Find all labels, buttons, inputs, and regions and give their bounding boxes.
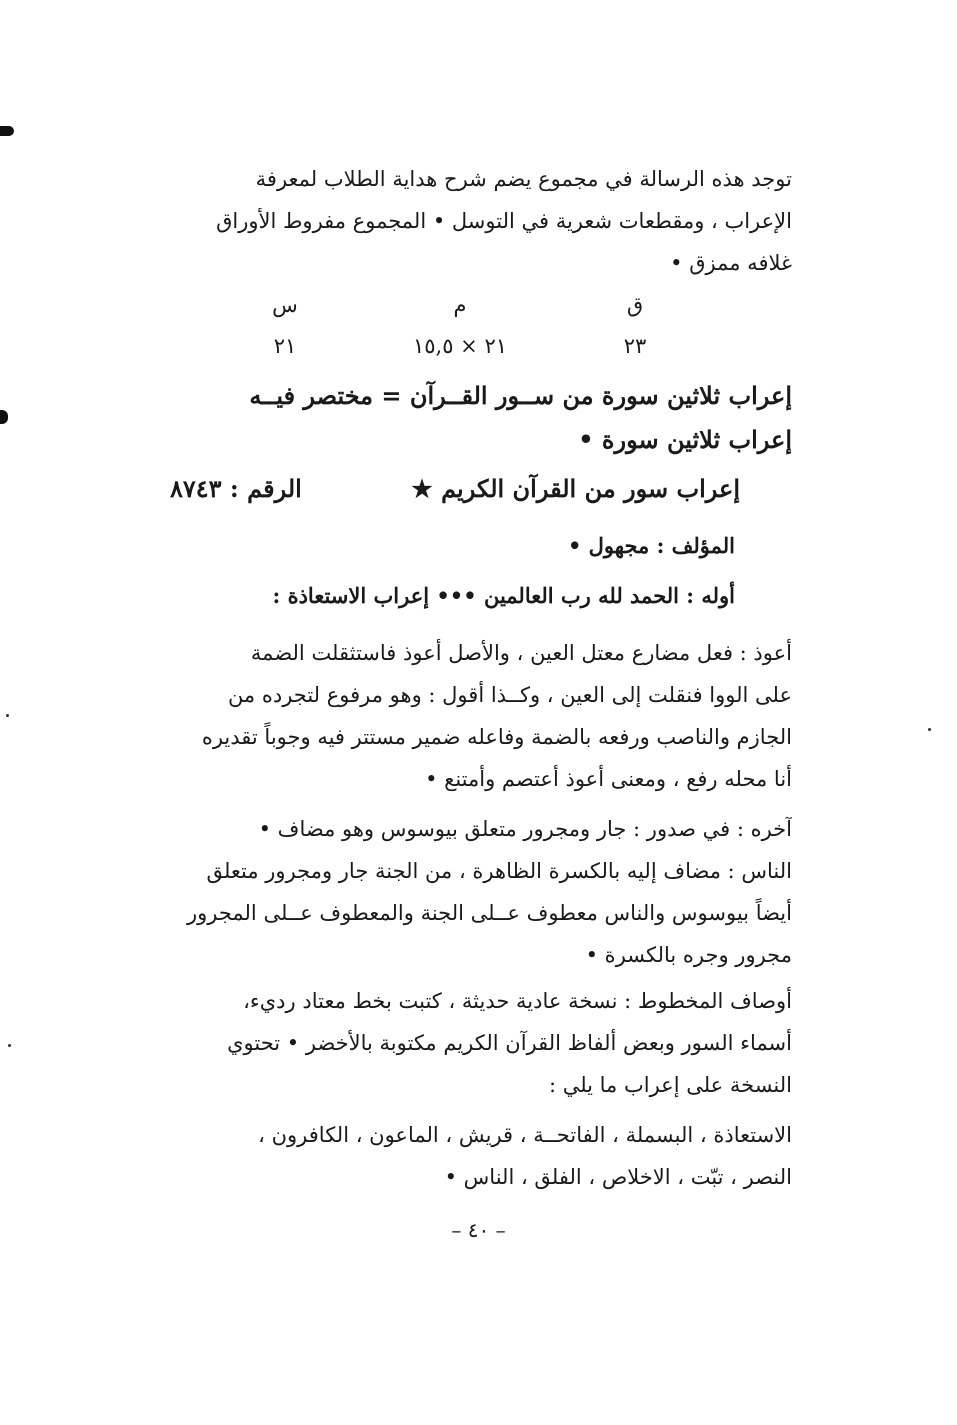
measure-header-q: ق bbox=[626, 293, 644, 317]
paragraph-2 bbox=[140, 808, 792, 976]
text-line: أوصاف المخطوط : نسخة عادية حديثة ، كتبت بخط معتاد رديء، bbox=[243, 989, 792, 1013]
text-line: أسماء السور وبعض ألفاظ القرآن الكريم مكتوبة بالأخضر • تحتوي bbox=[227, 1031, 792, 1055]
entry-title: إعراب سور من القرآن الكريم ★ bbox=[411, 474, 740, 503]
paragraph-3 bbox=[140, 980, 792, 1106]
text-line: توجد هذه الرسالة في مجموع يضم شرح هداية الطلاب لمعرفة bbox=[255, 167, 792, 191]
measure-table-values bbox=[200, 334, 720, 358]
measure-table-header bbox=[200, 293, 720, 317]
measure-value-s: ٢١ bbox=[273, 334, 297, 358]
measure-value-m: ٢١ × ١٥,٥ bbox=[412, 334, 508, 358]
text-line: أنا محله رفع ، ومعنى أعوذ أعتصم وأمتنع • bbox=[425, 767, 792, 791]
author-line: المؤلف : مجهول • bbox=[567, 533, 735, 558]
intro-paragraph bbox=[140, 158, 792, 284]
text-line: النسخة على إعراب ما يلي : bbox=[548, 1073, 792, 1097]
text-line: الاستعاذة ، البسملة ، الفاتحــة ، قريش ، الماعون ، الكافرون ، bbox=[258, 1123, 792, 1147]
text-line: على الووا فنقلت إلى العين ، وكــذا أقول : وهو مرفوع لتجرده من bbox=[227, 683, 792, 707]
page-number: – ٤٠ – bbox=[451, 1218, 506, 1242]
summary-title bbox=[140, 374, 792, 462]
text-line: أعوذ : فعل مضارع معتل العين ، والأصل أعوذ فاستثقلت الضمة bbox=[250, 641, 792, 665]
text-line: أيضاً بيوسوس والناس معطوف عــلى الجنة والمعطوف عــلى المجرور bbox=[186, 901, 792, 925]
text-line: الإعراب ، ومقطعات شعرية في التوسل • المجموع مفروط الأوراق bbox=[216, 209, 792, 233]
paragraph-4 bbox=[140, 1114, 792, 1198]
title-line: إعراب ثلاثين سورة • bbox=[578, 425, 792, 454]
text-line: الناس : مضاف إليه بالكسرة الظاهرة ، من الجنة جار ومجرور متعلق bbox=[206, 859, 792, 883]
entry-heading bbox=[170, 474, 740, 503]
entry-number: الرقم : ٨٧٤٣ bbox=[170, 474, 302, 503]
text-line: النصر ، تبّت ، الاخلاص ، الفلق ، الناس • bbox=[444, 1165, 792, 1189]
title-line: إعراب ثلاثين سورة من ســور القــرآن = مختصر فيــه bbox=[249, 381, 792, 410]
opening-line: أوله : الحمد لله رب العالمين ••• إعراب الاستعاذة : bbox=[272, 583, 735, 608]
measure-header-m: م bbox=[453, 293, 467, 317]
text-line: آخره : في صدور : جار ومجرور متعلق بيوسوس وهو مضاف • bbox=[258, 817, 792, 841]
scan-edge-mark bbox=[0, 410, 8, 424]
scan-speck bbox=[928, 728, 931, 731]
scan-speck bbox=[8, 1044, 11, 1047]
measure-header-s: س bbox=[272, 293, 298, 317]
text-line: مجرور وجره بالكسرة • bbox=[585, 943, 792, 967]
text-line: الجازم والناصب ورفعه بالضمة وفاعله ضمير مستتر فيه وجوباً تقديره bbox=[201, 725, 792, 749]
text-line: غلافه ممزق • bbox=[670, 251, 792, 275]
scan-edge-mark bbox=[0, 126, 14, 136]
scan-speck bbox=[6, 714, 9, 717]
measure-value-q: ٢٣ bbox=[623, 334, 647, 358]
paragraph-1 bbox=[140, 632, 792, 800]
